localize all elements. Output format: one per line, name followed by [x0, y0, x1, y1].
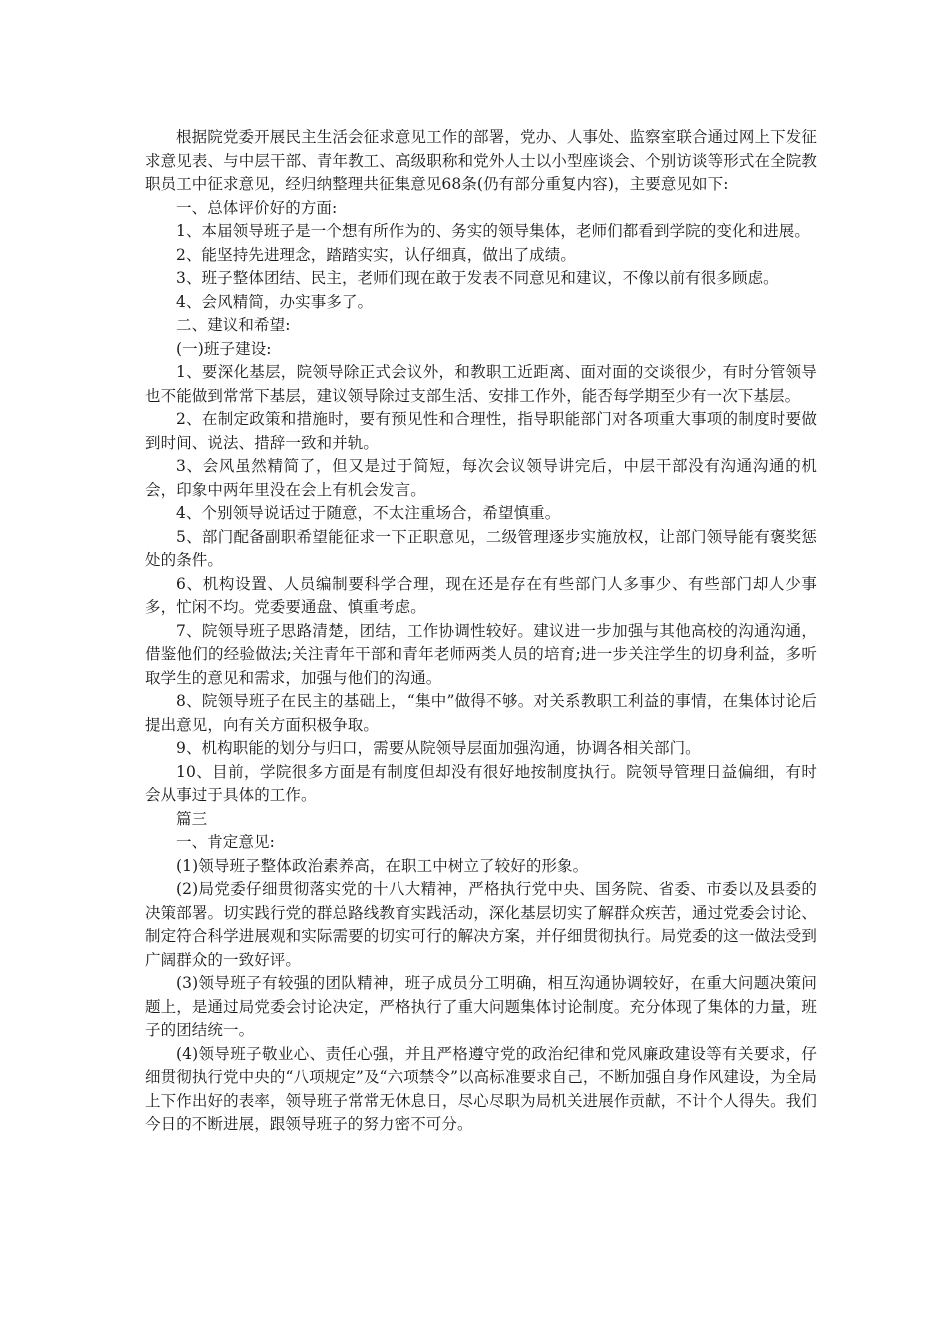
list-item: 5、部门配备副职希望能征求一下正职意见，二级管理逐步实施放权，让部门领导能有褒奖惩处的条件。 [145, 527, 817, 569]
list-item: (1)领导班子整体政治素养高，在职工中树立了较好的形象。 [176, 856, 589, 875]
subsection-heading-team-building: (一)班子建设: [176, 339, 272, 358]
intro-paragraph: 根据院党委开展民主生活会征求意见工作的部署，党办、人事处、监察室联合通过网上下发征求意见表、与中层干部、青年教工、高级职称和党外人士以小型座谈会、个别访谈等形式在全院教职员工中征求意见，经归纳整理共征集意见68条(仍有部分重复内容)，主要意见如下: [145, 128, 817, 193]
list-item: 9、机构职能的划分与归口，需要从院领导层面加强沟通，协调各相关部门。 [176, 739, 701, 757]
section-heading-suggestions: 二、建议和希望: [176, 316, 291, 334]
list-item: 3、班子整体团结、民主，老师们现在敢于发表不同意见和建议，不像以前有很多顾虑。 [176, 269, 779, 287]
list-item: 6、机构设置、人员编制要科学合理，现在还是存在有些部门人多事少、有些部门却人少事多，忙闲不均。党委要通盘、慎重考虑。 [145, 574, 817, 616]
list-item: 2、能坚持先进理念，踏踏实实，认仔细真，做出了成绩。 [176, 245, 576, 264]
section-heading-overall-evaluation: 一、总体评价好的方面: [176, 198, 338, 217]
document-body [145, 126, 817, 1137]
part-heading: 篇三 [176, 809, 208, 828]
list-item: 3、会风虽然精简了，但又是过于简短，每次会议领导讲完后，中层干部没有沟通沟通的机会，印象中两年里没在会上有机会发言。 [145, 457, 817, 499]
section-heading-positive-opinions: 一、肯定意见: [176, 833, 275, 851]
list-item: 8、院领导班子在民主的基础上，“集中”做得不够。对关系教职工利益的事情，在集体讨论后提出意见，向有关方面积极争取。 [145, 692, 817, 734]
list-item: 1、要深化基层，院领导除正式会议外，和教职工近距离、面对面的交谈很少，有时分管领导也不能做到常常下基层，建议领导除过支部生活、安排工作外，能否每学期至少有一次下基层。 [145, 363, 817, 405]
list-item: 4、会风精简，办实事多了。 [176, 292, 374, 311]
list-item: (3)领导班子有较强的团队精神，班子成员分工明确，相互沟通协调较好，在重大问题决策问题上，是通过局党委会讨论决定，严格执行了重大问题集体讨论制度。充分体现了集体的力量，班子的团结统一。 [145, 974, 817, 1039]
list-item: 1、本届领导班子是一个想有所作为的、务实的领导集体，老师们都看到学院的变化和进展。 [176, 222, 810, 240]
list-item: 4、个别领导说话过于随意，不太注重场合，希望慎重。 [176, 504, 561, 522]
list-item: 2、在制定政策和措施时，要有预见性和合理性，指导职能部门对各项重大事项的制度时要做到时间、说法、措辞一致和并轨。 [145, 410, 817, 452]
list-item: 10、目前，学院很多方面是有制度但却没有很好地按制度执行。院领导管理日益偏细，有时会从事过于具体的工作。 [145, 762, 817, 804]
list-item: 7、院领导班子思路清楚，团结，工作协调性较好。建议进一步加强与其他高校的沟通沟通，借鉴他们的经验做法;关注青年干部和青年老师两类人员的培育;进一步关注学生的切身利益，多听取学生的意见和需求，加强与他们的沟通。 [145, 621, 817, 687]
list-item: (2)局党委仔细贯彻落实党的十八大精神，严格执行党中央、国务院、省委、市委以及县委的决策部署。切实践行党的群总路线教育实践活动，深化基层切实了解群众疾苦，通过党委会讨论、制定符合科学进展观和实际需要的切实可行的解决方案，并仔细贯彻执行。局党委的这一做法受到广阔群众的一致好评。 [145, 880, 817, 969]
list-item: (4)领导班子敬业心、责任心强，并且严格遵守党的政治纪律和党风廉政建设等有关要求，仔细贯彻执行党中央的“八项规定”及“六项禁令”以高标准要求自己，不断加强自身作风建设，为全局上下作出好的表率，领导班子常常无休息日，尽心尽职为局机关进展作贡献，不计个人得失。我们今日的不断进展，跟领导班子的努力密不可分。 [145, 1044, 817, 1133]
